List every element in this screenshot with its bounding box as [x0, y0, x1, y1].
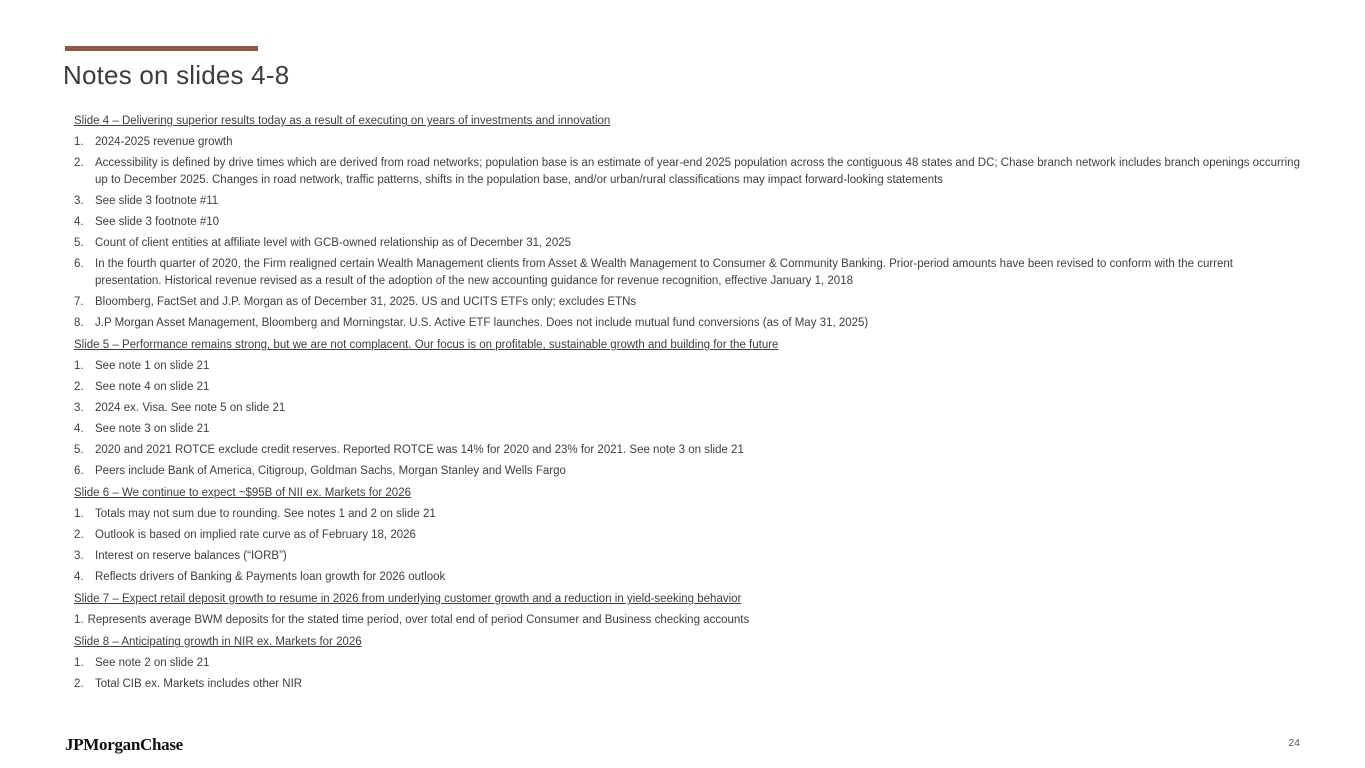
notes-section [74, 634, 1302, 693]
note-item-number: 7. [74, 296, 84, 308]
note-item-number: 4. [74, 216, 84, 228]
note-item-text: 2020 and 2021 ROTCE exclude credit reserves. Reported ROTCE was 14% for 2020 and 23% for 2021. See note 3 on slide 21 [95, 444, 744, 456]
note-item-number: 4. [74, 423, 84, 435]
note-item-text: Reflects drivers of Banking & Payments loan growth for 2026 outlook [95, 571, 446, 583]
sections [74, 113, 1302, 693]
note-item-text: In the fourth quarter of 2020, the Firm realigned certain Wealth Management clients from Asset & Wealth Management to Consumer & Community Banking. Prior-period amounts have been revised to conform with the current presentation. Historical revenue revised as a result of the adoption of the new accounting guidance for revenue recognition, effective January 1, 2018 [95, 258, 1234, 287]
note-item-number: 5. [74, 237, 84, 249]
section-heading: Slide 5 – Performance remains strong, but we are not complacent. Our focus is on profitable, sustainable growth and building for the future [74, 339, 779, 351]
note-item [74, 421, 1302, 438]
page-number: 24 [1288, 737, 1300, 749]
note-item-text: See note 3 on slide 21 [95, 423, 210, 435]
section-heading: Slide 8 – Anticipating growth in NIR ex. Markets for 2026 [74, 636, 362, 648]
notes-section [74, 485, 1302, 586]
section-heading: Slide 7 – Expect retail deposit growth to resume in 2026 from underlying customer growth and a reduction in yield-seeking behavior [74, 593, 742, 605]
note-item-number: 1. [74, 508, 84, 520]
note-item [74, 548, 1302, 565]
note-item [74, 569, 1302, 586]
note-item-number: 3. [74, 195, 84, 207]
note-item-text: 2024-2025 revenue growth [95, 136, 233, 148]
note-item-text: See note 2 on slide 21 [95, 657, 210, 669]
section-heading: Slide 4 – Delivering superior results today as a result of executing on years of investments and innovation [74, 115, 611, 127]
note-item [74, 612, 1302, 629]
notes-content [74, 113, 1302, 698]
note-item [74, 400, 1302, 417]
note-item-text: Totals may not sum due to rounding. See notes 1 and 2 on slide 21 [95, 508, 436, 520]
note-item [74, 442, 1302, 459]
accent-bar [65, 46, 258, 51]
note-item-number: 8. [74, 317, 84, 329]
note-item-number: 2. [74, 678, 84, 690]
note-item-number: 2. [74, 381, 84, 393]
note-item-number: 5. [74, 444, 84, 456]
note-item-number: 3. [74, 402, 84, 414]
notes-section [74, 591, 1302, 629]
note-item-number: 6. [74, 258, 84, 270]
note-item [74, 155, 1302, 189]
note-item [74, 294, 1302, 311]
note-item-number: 1. [74, 136, 84, 148]
note-item-number: 1. [74, 360, 84, 372]
section-list [74, 134, 1302, 332]
note-item-text: See note 1 on slide 21 [95, 360, 210, 372]
note-item-text: Represents average BWM deposits for the stated time period, over total end of period Consumer and Business checking accounts [87, 614, 750, 626]
note-item-text: Total CIB ex. Markets includes other NIR [95, 678, 303, 690]
section-list [74, 655, 1302, 693]
note-item-text: See slide 3 footnote #10 [95, 216, 220, 228]
note-item-text: See slide 3 footnote #11 [95, 195, 219, 207]
note-item-number: 3. [74, 550, 84, 562]
note-item [74, 379, 1302, 396]
note-item-number: 6. [74, 465, 84, 477]
jpmorganchase-logo: JPMorganChase [65, 735, 183, 754]
notes-section [74, 337, 1302, 480]
note-item-text: Accessibility is defined by drive times which are derived from road networks; population base is an estimate of year-end 2025 population across the contiguous 48 states and DC; Chase branch network includes branch openings occurring up to December 2025. Changes in road network, traffic patterns, shifts in the population base, and/or urban/rural classifications may impact forward-looking statements [95, 157, 1300, 186]
note-item [74, 315, 1302, 332]
note-item [74, 256, 1302, 290]
note-item-text: See note 4 on slide 21 [95, 381, 210, 393]
note-item-text: Bloomberg, FactSet and J.P. Morgan as of December 31, 2025. US and UCITS ETFs only; excludes ETNs [95, 296, 637, 308]
note-item [74, 358, 1302, 375]
note-item-number: 2. [74, 529, 84, 541]
note-item-text: J.P Morgan Asset Management, Bloomberg and Morningstar. U.S. Active ETF launches. Does not include mutual fund conversions (as of May 31, 2025) [95, 317, 869, 329]
notes-section [74, 113, 1302, 332]
note-item-text: Count of client entities at affiliate level with GCB-owned relationship as of December 31, 2025 [95, 237, 572, 249]
note-item [74, 463, 1302, 480]
note-item [74, 527, 1302, 544]
note-item [74, 676, 1302, 693]
note-item-text: Outlook is based on implied rate curve as of February 18, 2026 [95, 529, 416, 541]
note-item-number: 2. [74, 157, 84, 169]
note-item-number: 1. [74, 614, 84, 626]
note-item-text: Interest on reserve balances (“IORB”) [95, 550, 287, 562]
note-item [74, 655, 1302, 672]
section-list [74, 612, 1302, 629]
note-item-number: 1. [74, 657, 84, 669]
note-item [74, 214, 1302, 231]
note-item-number: 4. [74, 571, 84, 583]
section-list [74, 358, 1302, 480]
section-heading: Slide 6 – We continue to expect ~$95B of NII ex. Markets for 2026 [74, 487, 411, 499]
note-item-text: Peers include Bank of America, Citigroup, Goldman Sachs, Morgan Stanley and Wells Fargo [95, 465, 566, 477]
note-item [74, 134, 1302, 151]
note-item [74, 235, 1302, 252]
note-item [74, 506, 1302, 523]
section-list [74, 506, 1302, 586]
note-item [74, 193, 1302, 210]
page-title: Notes on slides 4-8 [63, 60, 290, 90]
note-item-text: 2024 ex. Visa. See note 5 on slide 21 [95, 402, 286, 414]
